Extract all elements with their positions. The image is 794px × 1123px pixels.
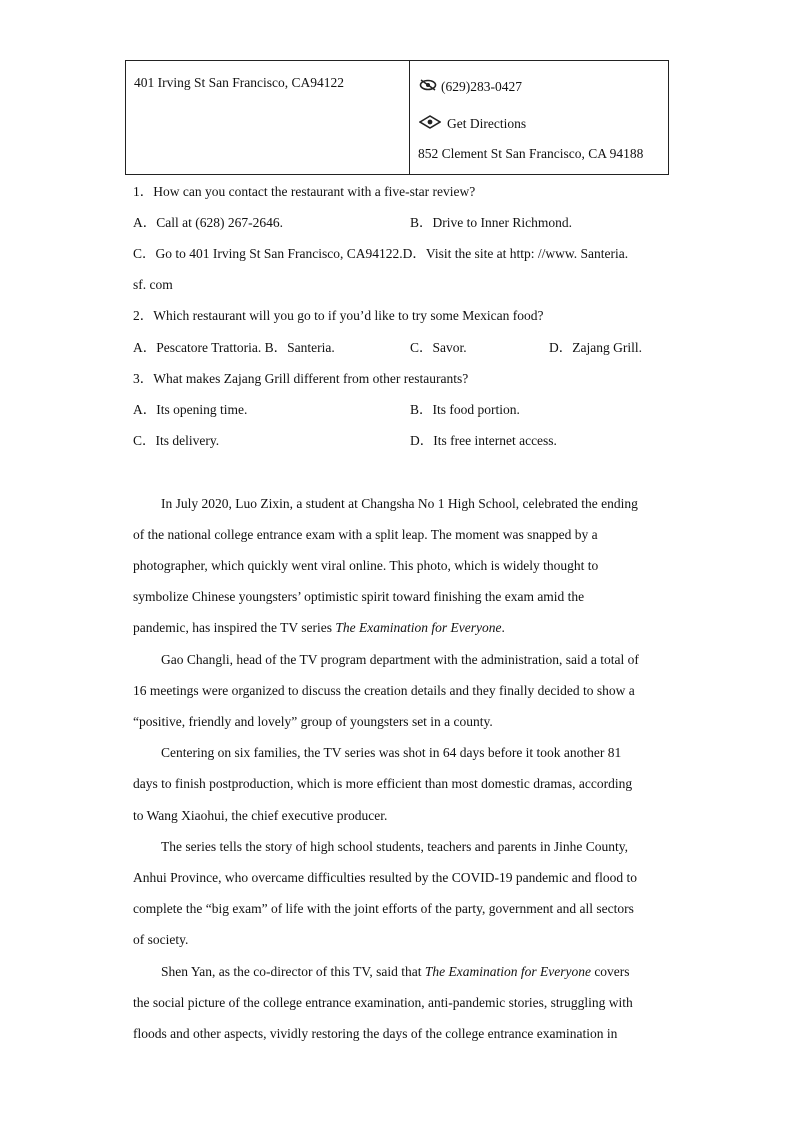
- passage-line: [161, 962, 630, 982]
- tv-series-title: The Examination for Everyone: [335, 620, 502, 635]
- table-right-cell: [410, 61, 668, 174]
- q2-option-c[interactable]: C．Savor.: [410, 340, 467, 355]
- phone-icon: [419, 79, 441, 95]
- q3-option-d[interactable]: D．Its free internet access.: [410, 433, 557, 448]
- q2-option-d[interactable]: D．Zajang Grill.: [549, 340, 642, 355]
- q2-option-a[interactable]: A．Pescatore Trattoria.: [133, 340, 262, 355]
- passage-text: .: [501, 620, 505, 635]
- passage-line: [133, 618, 505, 638]
- passage-line: The series tells the story of high school students, teachers and parents in Jinhe County,: [161, 839, 629, 854]
- q3-option-a[interactable]: A．Its opening time.: [133, 402, 248, 417]
- left-address: 401 Irving St San Francisco, CA94122: [134, 75, 344, 90]
- q2-option-b[interactable]: B．Santeria.: [264, 340, 335, 355]
- passage-line: floods and other aspects, vividly restoring the days of the college entrance examination in: [133, 1026, 618, 1041]
- passage-text: covers: [590, 964, 630, 979]
- phone-row: [419, 79, 522, 95]
- right-address: 852 Clement St San Francisco, CA 94188: [418, 146, 644, 161]
- passage-line: “positive, friendly and lovely” group of youngsters set in a county.: [133, 714, 493, 729]
- q3-option-b[interactable]: B．Its food portion.: [410, 402, 520, 417]
- q1-option-d-continued: sf. com: [133, 277, 173, 292]
- passage-line: photographer, which quickly went viral online. This photo, which is widely thought to: [133, 558, 599, 573]
- passage-line: In July 2020, Luo Zixin, a student at Changsha No 1 High School, celebrated the ending: [161, 496, 638, 511]
- passage-line: Gao Changli, head of the TV program department with the administration, said a total of: [161, 652, 639, 667]
- passage-text: Shen Yan, as the co-director of this TV, said that: [161, 964, 425, 979]
- passage-line: to Wang Xiaohui, the chief executive producer.: [133, 808, 388, 823]
- passage-line: Centering on six families, the TV series was shot in 64 days before it took another 81: [161, 745, 622, 760]
- table-left-cell: [126, 61, 410, 174]
- q2-option-a-b-line: [133, 338, 335, 358]
- q1-option-c[interactable]: C．Go to 401 Irving St San Francisco, CA94122.: [133, 246, 403, 261]
- directions-row[interactable]: [419, 115, 526, 133]
- passage-line: of the national college entrance exam with a split leap. The moment was snapped by a: [133, 527, 598, 542]
- passage-line: symbolize Chinese youngsters’ optimistic spirit toward finishing the exam amid the: [133, 589, 585, 604]
- restaurant-info-table: [125, 60, 669, 175]
- passage-line: the social picture of the college entrance examination, anti-pandemic stories, struggling with: [133, 995, 633, 1010]
- question-2: 2．Which restaurant will you go to if you’d like to try some Mexican food?: [133, 308, 544, 323]
- phone-number: (629)283-0427: [441, 79, 522, 94]
- passage-line: of society.: [133, 932, 189, 947]
- question-1: 1．How can you contact the restaurant with a five-star review?: [133, 184, 476, 199]
- tv-series-title: The Examination for Everyone: [424, 964, 591, 979]
- q1-option-a[interactable]: A．Call at (628) 267-2646.: [133, 215, 283, 230]
- directions-link[interactable]: Get Directions: [447, 116, 527, 131]
- passage-line: Anhui Province, who overcame difficulties resulted by the COVID-19 pandemic and flood to: [133, 870, 638, 885]
- q3-option-c[interactable]: C．Its delivery.: [133, 433, 220, 448]
- q1-option-d[interactable]: D．Visit the site at http: //www. Santeria.: [402, 246, 629, 261]
- passage-line: complete the “big exam” of life with the joint efforts of the party, government and all sectors: [133, 901, 634, 916]
- q1-option-b[interactable]: B．Drive to Inner Richmond.: [410, 215, 572, 230]
- directions-icon: [419, 115, 445, 133]
- right-address-row: [418, 146, 643, 162]
- passage-line: days to finish postproduction, which is more efficient than most domestic dramas, according: [133, 776, 633, 791]
- question-3: 3．What makes Zajang Grill different from other restaurants?: [133, 371, 469, 386]
- passage-line: 16 meetings were organized to discuss the creation details and they finally decided to show a: [133, 683, 635, 698]
- passage-text: pandemic, has inspired the TV series: [133, 620, 336, 635]
- q1-option-c-d-line: [133, 244, 628, 264]
